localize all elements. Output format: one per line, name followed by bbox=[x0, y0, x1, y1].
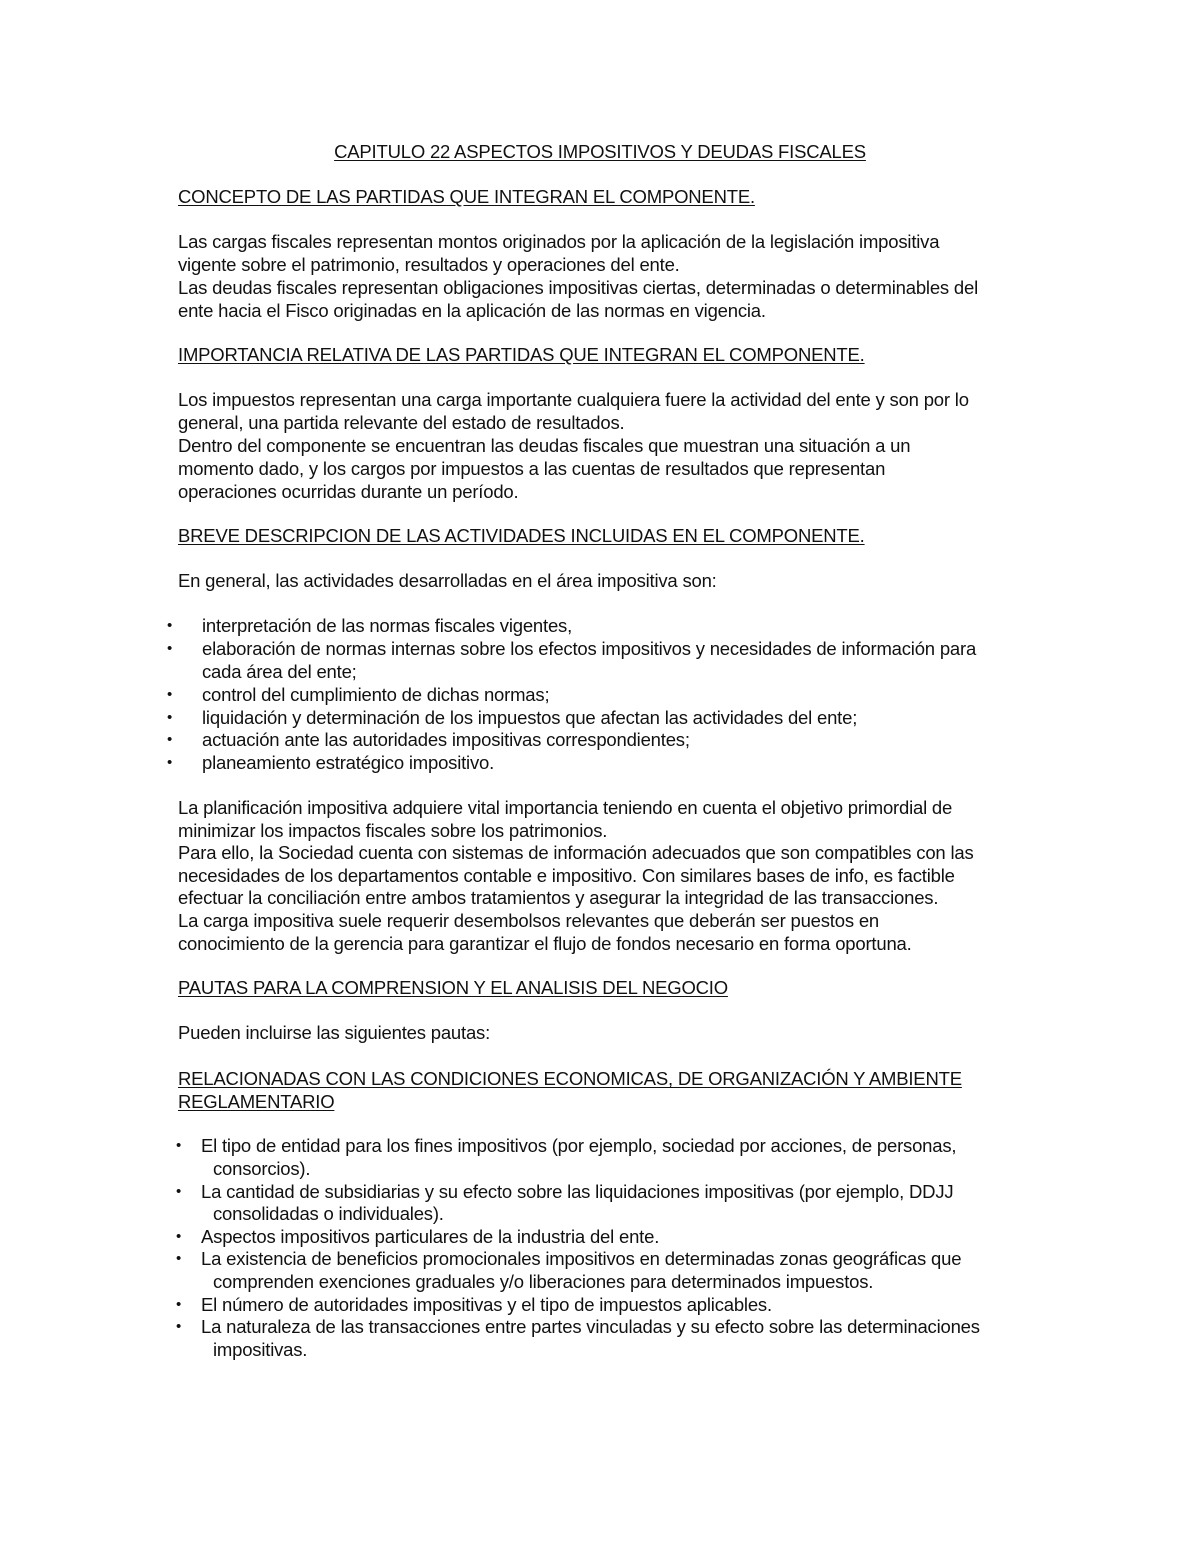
paragraph-line: operaciones ocurridas durante un período. bbox=[178, 481, 519, 502]
list-item: El tipo de entidad para los fines impositivos (por ejemplo, sociedad por acciones, de personas, bbox=[201, 1135, 957, 1156]
list-item: interpretación de las normas fiscales vigentes, bbox=[202, 615, 573, 636]
paragraph-line: La carga impositiva suele requerir desembolsos relevantes que deberán ser puestos en bbox=[178, 910, 880, 931]
paragraph-line: momento dado, y los cargos por impuestos a las cuentas de resultados que representan bbox=[178, 458, 886, 479]
list-item-continuation: consorcios). bbox=[213, 1158, 311, 1179]
paragraph-line: Las deudas fiscales representan obligaciones impositivas ciertas, determinadas o determinables del bbox=[178, 277, 978, 298]
bullet-icon: • bbox=[167, 686, 173, 703]
list-item: El número de autoridades impositivas y el tipo de impuestos aplicables. bbox=[201, 1294, 772, 1315]
section-heading-descripcion: BREVE DESCRIPCION DE LAS ACTIVIDADES INCLUIDAS EN EL COMPONENTE. bbox=[178, 525, 865, 546]
bullet-icon: • bbox=[167, 617, 173, 634]
paragraph-line: general, una partida relevante del estado de resultados. bbox=[178, 412, 625, 433]
paragraph-line: En general, las actividades desarrolladas en el área impositiva son: bbox=[178, 570, 717, 591]
list-item-continuation: comprenden exenciones graduales y/o liberaciones para determinados impuestos. bbox=[213, 1271, 874, 1292]
bullet-icon: • bbox=[176, 1183, 182, 1200]
paragraph-line: ente hacia el Fisco originadas en la aplicación de las normas en vigencia. bbox=[178, 300, 766, 321]
paragraph-line: vigente sobre el patrimonio, resultados y operaciones del ente. bbox=[178, 254, 680, 275]
bullet-icon: • bbox=[176, 1296, 182, 1313]
paragraph-line: Dentro del componente se encuentran las deudas fiscales que muestran una situación a un bbox=[178, 435, 911, 456]
bullet-icon: • bbox=[167, 640, 173, 657]
list-item: La cantidad de subsidiarias y su efecto sobre las liquidaciones impositivas (por ejemplo, DDJJ bbox=[201, 1181, 954, 1202]
paragraph-line: Para ello, la Sociedad cuenta con sistemas de información adecuados que son compatibles con las bbox=[178, 842, 974, 863]
list-item: La naturaleza de las transacciones entre partes vinculadas y su efecto sobre las determinaciones bbox=[201, 1316, 980, 1337]
list-item: actuación ante las autoridades impositivas correspondientes; bbox=[202, 729, 690, 750]
bullet-icon: • bbox=[167, 731, 173, 748]
bullet-icon: • bbox=[176, 1250, 182, 1267]
section-heading-importancia: IMPORTANCIA RELATIVA DE LAS PARTIDAS QUE INTEGRAN EL COMPONENTE. bbox=[178, 344, 865, 365]
list-item: planeamiento estratégico impositivo. bbox=[202, 752, 495, 773]
list-item: control del cumplimiento de dichas normas; bbox=[202, 684, 550, 705]
section-heading-pautas: PAUTAS PARA LA COMPRENSION Y EL ANALISIS DEL NEGOCIO bbox=[178, 977, 728, 998]
list-item-continuation: cada área del ente; bbox=[202, 661, 357, 682]
bullet-icon: • bbox=[167, 709, 173, 726]
paragraph-line: conocimiento de la gerencia para garantizar el flujo de fondos necesario en forma oportuna. bbox=[178, 933, 912, 954]
section-heading-concepto: CONCEPTO DE LAS PARTIDAS QUE INTEGRAN EL COMPONENTE. bbox=[178, 186, 755, 207]
list-item: elaboración de normas internas sobre los efectos impositivos y necesidades de información para bbox=[202, 638, 977, 659]
list-item: liquidación y determinación de los impuestos que afectan las actividades del ente; bbox=[202, 707, 858, 728]
list-item: La existencia de beneficios promocionales impositivos en determinadas zonas geográficas que bbox=[201, 1248, 962, 1269]
list-item-continuation: consolidadas o individuales). bbox=[213, 1203, 444, 1224]
bullet-icon: • bbox=[176, 1318, 182, 1335]
paragraph-line: Las cargas fiscales representan montos originados por la aplicación de la legislación impositiva bbox=[178, 231, 940, 252]
list-item: Aspectos impositivos particulares de la industria del ente. bbox=[201, 1226, 660, 1247]
subheading-line: RELACIONADAS CON LAS CONDICIONES ECONOMICAS, DE ORGANIZACIÓN Y AMBIENTE bbox=[178, 1068, 962, 1089]
paragraph-line: minimizar los impactos fiscales sobre los patrimonios. bbox=[178, 820, 608, 841]
subheading-line: REGLAMENTARIO bbox=[178, 1091, 335, 1112]
page-title: CAPITULO 22 ASPECTOS IMPOSITIVOS Y DEUDAS FISCALES bbox=[334, 141, 866, 162]
paragraph-line: Pueden incluirse las siguientes pautas: bbox=[178, 1022, 491, 1043]
list-item-continuation: impositivas. bbox=[213, 1339, 308, 1360]
paragraph-line: La planificación impositiva adquiere vital importancia teniendo en cuenta el objetivo primordial de bbox=[178, 797, 953, 818]
paragraph-line: necesidades de los departamentos contable e impositivo. Con similares bases de info, es factible bbox=[178, 865, 955, 886]
bullet-icon: • bbox=[176, 1228, 182, 1245]
paragraph-line: efectuar la conciliación entre ambos tratamientos y asegurar la integridad de las transacciones. bbox=[178, 887, 939, 908]
bullet-icon: • bbox=[176, 1137, 182, 1154]
paragraph-line: Los impuestos representan una carga importante cualquiera fuere la actividad del ente y son por lo bbox=[178, 389, 969, 410]
bullet-icon: • bbox=[167, 754, 173, 771]
